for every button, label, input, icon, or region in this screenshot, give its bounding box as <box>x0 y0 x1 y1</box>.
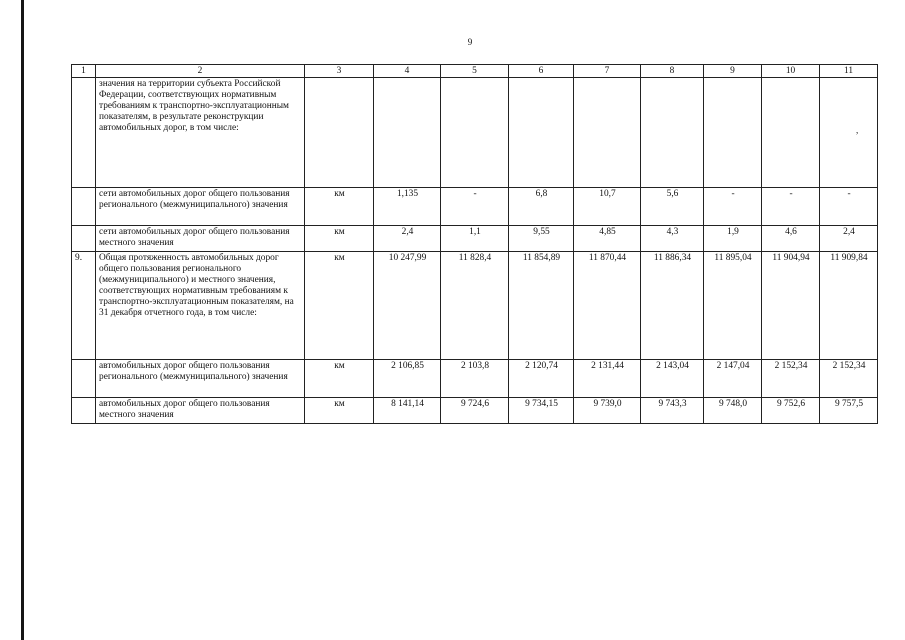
row-description: значения на территории субъекта Российской Федерации, соответствующих нормативным требованиям к транспортно-эксплуатационным показателям, в результате реконструкции автомобильных дорог, в том числе: <box>96 78 305 188</box>
value-cell: 2 106,85 <box>374 360 441 398</box>
value-cell: 1,1 <box>441 226 509 252</box>
row-description: Общая протяженность автомобильных дорог общего пользования регионального (межмуниципального) и местного значения, соответствующих нормативным требованиям к транспортно-эксплуатационным показателям, на 31 декабря отчетного года, в том числе: <box>96 252 305 360</box>
value-cell <box>762 78 820 188</box>
value-cell: 2 152,34 <box>820 360 878 398</box>
header-cell: 11 <box>820 65 878 78</box>
table-row <box>72 188 878 226</box>
row-description: автомобильных дорог общего пользования местного значения <box>96 398 305 424</box>
value-cell: 2 143,04 <box>641 360 704 398</box>
row-index <box>72 188 96 226</box>
value-cell: 1,135 <box>374 188 441 226</box>
row-unit <box>305 78 374 188</box>
value-cell: 9,55 <box>509 226 574 252</box>
row-index <box>72 78 96 188</box>
value-cell <box>509 78 574 188</box>
value-cell: 11 854,89 <box>509 252 574 360</box>
table-row <box>72 252 878 360</box>
value-cell: 10 247,99 <box>374 252 441 360</box>
table-row <box>72 360 878 398</box>
row-index <box>72 360 96 398</box>
value-cell: 11 828,4 <box>441 252 509 360</box>
header-row <box>72 65 878 78</box>
header-cell: 3 <box>305 65 374 78</box>
value-cell <box>441 78 509 188</box>
value-cell: 2 152,34 <box>762 360 820 398</box>
header-cell: 5 <box>441 65 509 78</box>
value-cell: 2 131,44 <box>574 360 641 398</box>
value-cell: 2,4 <box>820 226 878 252</box>
table-row <box>72 78 878 188</box>
value-cell: - <box>820 188 878 226</box>
header-cell: 10 <box>762 65 820 78</box>
value-cell: 9 739,0 <box>574 398 641 424</box>
value-cell: 11 909,84 <box>820 252 878 360</box>
value-cell <box>374 78 441 188</box>
value-cell <box>704 78 762 188</box>
value-cell: 11 904,94 <box>762 252 820 360</box>
header-cell: 4 <box>374 65 441 78</box>
value-cell <box>820 78 878 188</box>
row-unit: км <box>305 252 374 360</box>
table-row <box>72 226 878 252</box>
value-cell: 11 895,04 <box>704 252 762 360</box>
header-cell: 9 <box>704 65 762 78</box>
value-cell: - <box>441 188 509 226</box>
value-cell: 9 752,6 <box>762 398 820 424</box>
header-cell: 1 <box>72 65 96 78</box>
row-description: сети автомобильных дорог общего пользования местного значения <box>96 226 305 252</box>
value-cell: 1,9 <box>704 226 762 252</box>
page-number: 9 <box>467 37 473 47</box>
value-cell: 9 724,6 <box>441 398 509 424</box>
row-description: сети автомобильных дорог общего пользования регионального (межмуниципального) значения <box>96 188 305 226</box>
value-cell: 9 743,3 <box>641 398 704 424</box>
header-cell: 8 <box>641 65 704 78</box>
value-cell: 8 141,14 <box>374 398 441 424</box>
value-cell: 9 734,15 <box>509 398 574 424</box>
row-description: автомобильных дорог общего пользования регионального (межмуниципального) значения <box>96 360 305 398</box>
header-cell: 2 <box>96 65 305 78</box>
header-cell: 7 <box>574 65 641 78</box>
value-cell: 9 748,0 <box>704 398 762 424</box>
value-cell: 4,3 <box>641 226 704 252</box>
value-cell: 2 147,04 <box>704 360 762 398</box>
row-index <box>72 398 96 424</box>
table-row <box>72 398 878 424</box>
row-index: 9. <box>72 252 96 360</box>
value-cell: 2 103,8 <box>441 360 509 398</box>
row-unit: км <box>305 226 374 252</box>
value-cell: 2 120,74 <box>509 360 574 398</box>
scan-edge-line <box>21 0 24 640</box>
row-unit: км <box>305 398 374 424</box>
header-cell: 6 <box>509 65 574 78</box>
value-cell: 4,85 <box>574 226 641 252</box>
indicators-table <box>71 64 878 424</box>
value-cell: - <box>762 188 820 226</box>
row-unit: км <box>305 188 374 226</box>
value-cell: 4,6 <box>762 226 820 252</box>
value-cell: 6,8 <box>509 188 574 226</box>
row-unit: км <box>305 360 374 398</box>
row-index <box>72 226 96 252</box>
value-cell: 10,7 <box>574 188 641 226</box>
scan-mark: , <box>856 125 859 135</box>
value-cell <box>641 78 704 188</box>
value-cell: 9 757,5 <box>820 398 878 424</box>
value-cell: 11 870,44 <box>574 252 641 360</box>
value-cell: 2,4 <box>374 226 441 252</box>
value-cell: 5,6 <box>641 188 704 226</box>
value-cell: 11 886,34 <box>641 252 704 360</box>
value-cell <box>574 78 641 188</box>
value-cell: - <box>704 188 762 226</box>
